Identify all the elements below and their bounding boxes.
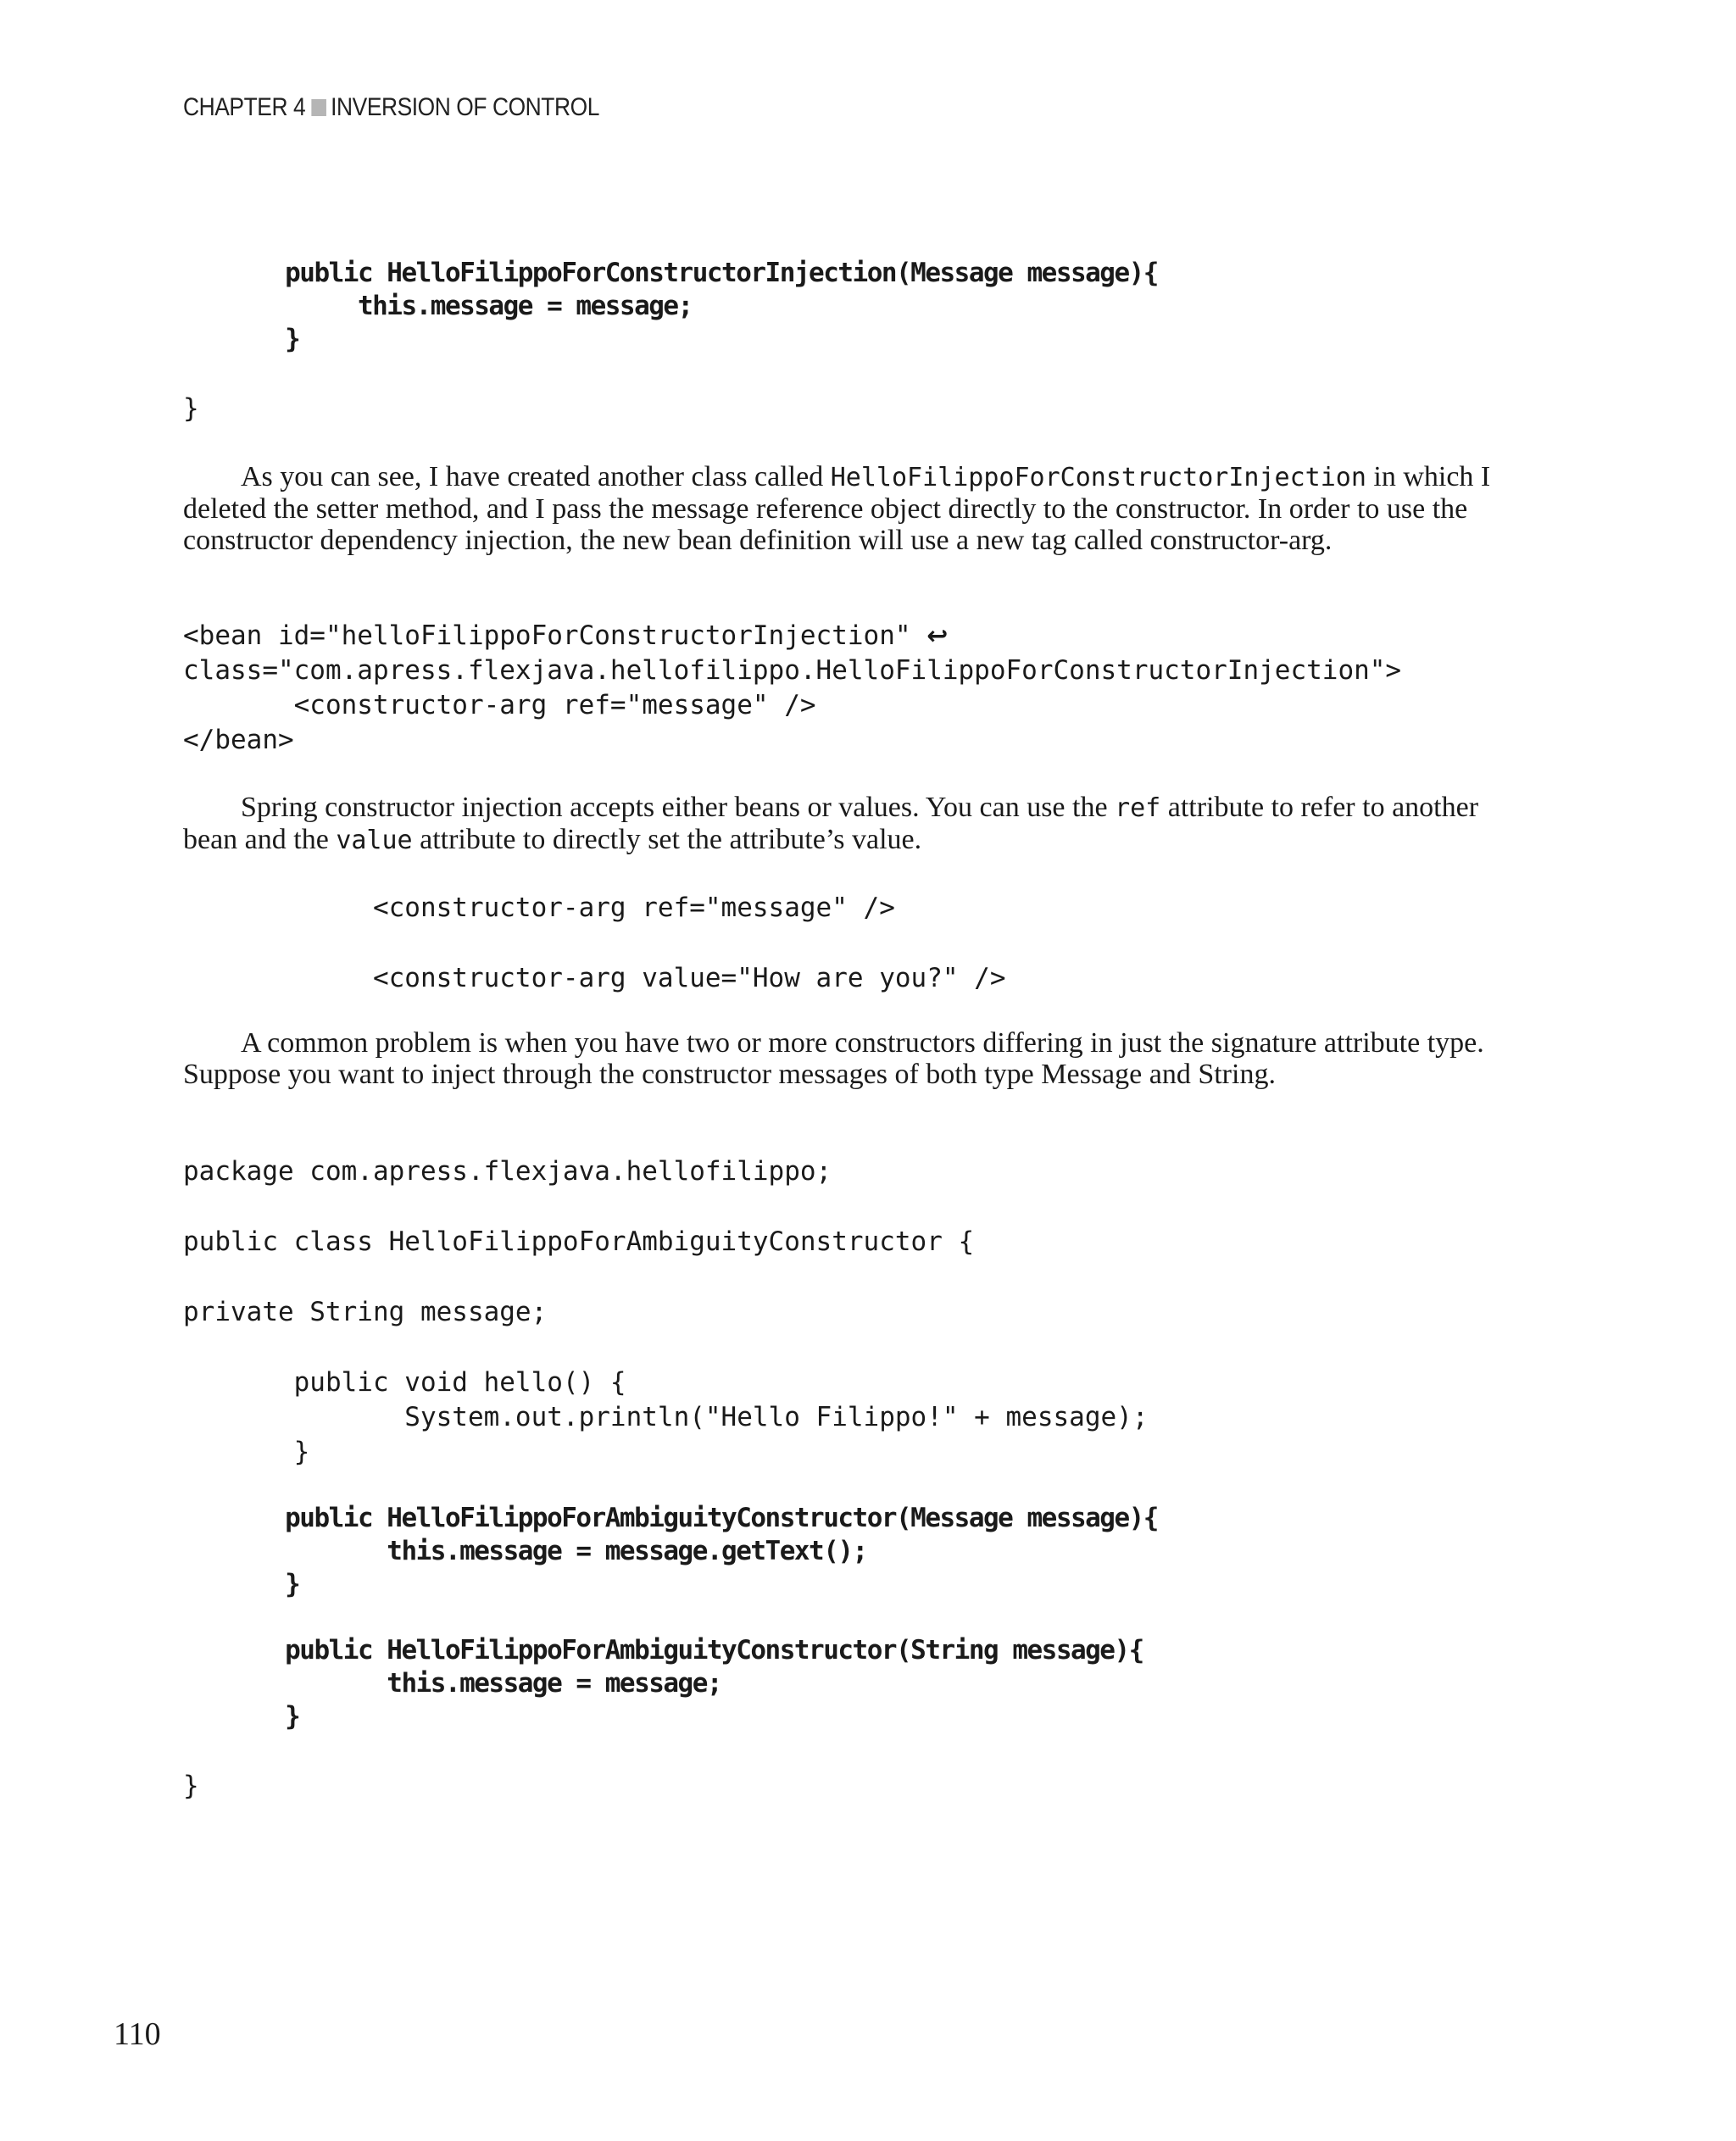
code-line: } xyxy=(183,324,300,354)
class-closing-brace-2 xyxy=(183,1769,199,1804)
paragraph-ref-value xyxy=(183,792,1539,856)
code-line: <constructor-arg ref="message" /> xyxy=(183,690,816,720)
chapter-label: CHAPTER 4 xyxy=(183,93,306,121)
code-line: } xyxy=(183,1701,300,1732)
class-closing-brace xyxy=(183,392,199,426)
line-wrap-icon: ↩ xyxy=(926,621,949,651)
paragraph-text: Spring constructor injection accepts either beans or values. You can use the xyxy=(241,792,1116,823)
closing-brace: } xyxy=(183,1771,199,1801)
code-line: } xyxy=(183,1437,310,1467)
paragraph-ambiguity xyxy=(183,1027,1539,1090)
chapter-title: INVERSION OF CONTROL xyxy=(331,93,599,121)
page-number: 110 xyxy=(114,2016,161,2052)
paragraph-constructor-injection xyxy=(183,461,1539,556)
code-line: class="com.apress.flexjava.hellofilippo.HelloFilippoForConstructorInjection"> xyxy=(183,655,1402,686)
bean-definition-xml xyxy=(183,619,1401,758)
class-declaration xyxy=(183,1225,974,1260)
paragraph-text: attribute to directly set the attribute’s value. xyxy=(412,824,922,855)
code-line: this.message = message; xyxy=(183,1668,722,1699)
string-constructor xyxy=(183,1634,1143,1733)
code-line: public HelloFilippoForConstructorInjection(Message message){ xyxy=(183,258,1158,288)
code-line: public class HelloFilippoForAmbiguityConstructor { xyxy=(183,1226,975,1257)
code-line: this.message = message.getText(); xyxy=(183,1536,867,1566)
inline-code: ref xyxy=(1115,793,1161,823)
code-line: <constructor-arg ref="message" /> xyxy=(183,893,895,923)
package-declaration xyxy=(183,1154,832,1189)
message-constructor xyxy=(183,1502,1158,1601)
code-line: System.out.println("Hello Filippo!" + message); xyxy=(183,1402,1149,1432)
code-line: } xyxy=(183,1569,300,1599)
constructor-injection-code xyxy=(183,257,1158,356)
inline-code: HelloFilippoForConstructorInjection xyxy=(830,463,1366,492)
paragraph-text: A common problem is when you have two or more constructors differing in just the signature attribute type. Suppose you want to inject through the constructor messages of both type Message and String. xyxy=(183,1027,1484,1090)
inline-code: value xyxy=(336,826,413,855)
paragraph-text: in which I deleted the setter method, and I pass the message reference object directly to the constructor. In order to use the constructor dependency injection, the new bean definition will use a new tag called constructor-arg. xyxy=(183,461,1491,556)
code-line: this.message = message; xyxy=(183,291,693,321)
running-head xyxy=(183,93,599,122)
field-declaration xyxy=(183,1295,547,1330)
hello-method xyxy=(183,1365,1148,1470)
closing-brace: } xyxy=(183,393,199,424)
code-line: private String message; xyxy=(183,1297,548,1327)
code-line: package com.apress.flexjava.hellofilippo; xyxy=(183,1156,832,1187)
code-line: <constructor-arg value="How are you?" /> xyxy=(183,963,1006,993)
paragraph-text: attribute to refer to another bean and the xyxy=(183,792,1479,855)
code-line: public void hello() { xyxy=(183,1367,626,1398)
code-line: public HelloFilippoForAmbiguityConstructor(Message message){ xyxy=(183,1503,1158,1533)
separator-square-icon xyxy=(311,99,326,116)
code-line: </bean> xyxy=(183,725,294,755)
paragraph-text: As you can see, I have created another class called xyxy=(241,461,831,492)
constructor-arg-ref-example xyxy=(183,891,895,926)
constructor-arg-value-example xyxy=(183,961,1006,996)
code-line: <bean id="helloFilippoForConstructorInjection" xyxy=(183,620,927,651)
code-line: public HelloFilippoForAmbiguityConstructor(String message){ xyxy=(183,1635,1143,1666)
